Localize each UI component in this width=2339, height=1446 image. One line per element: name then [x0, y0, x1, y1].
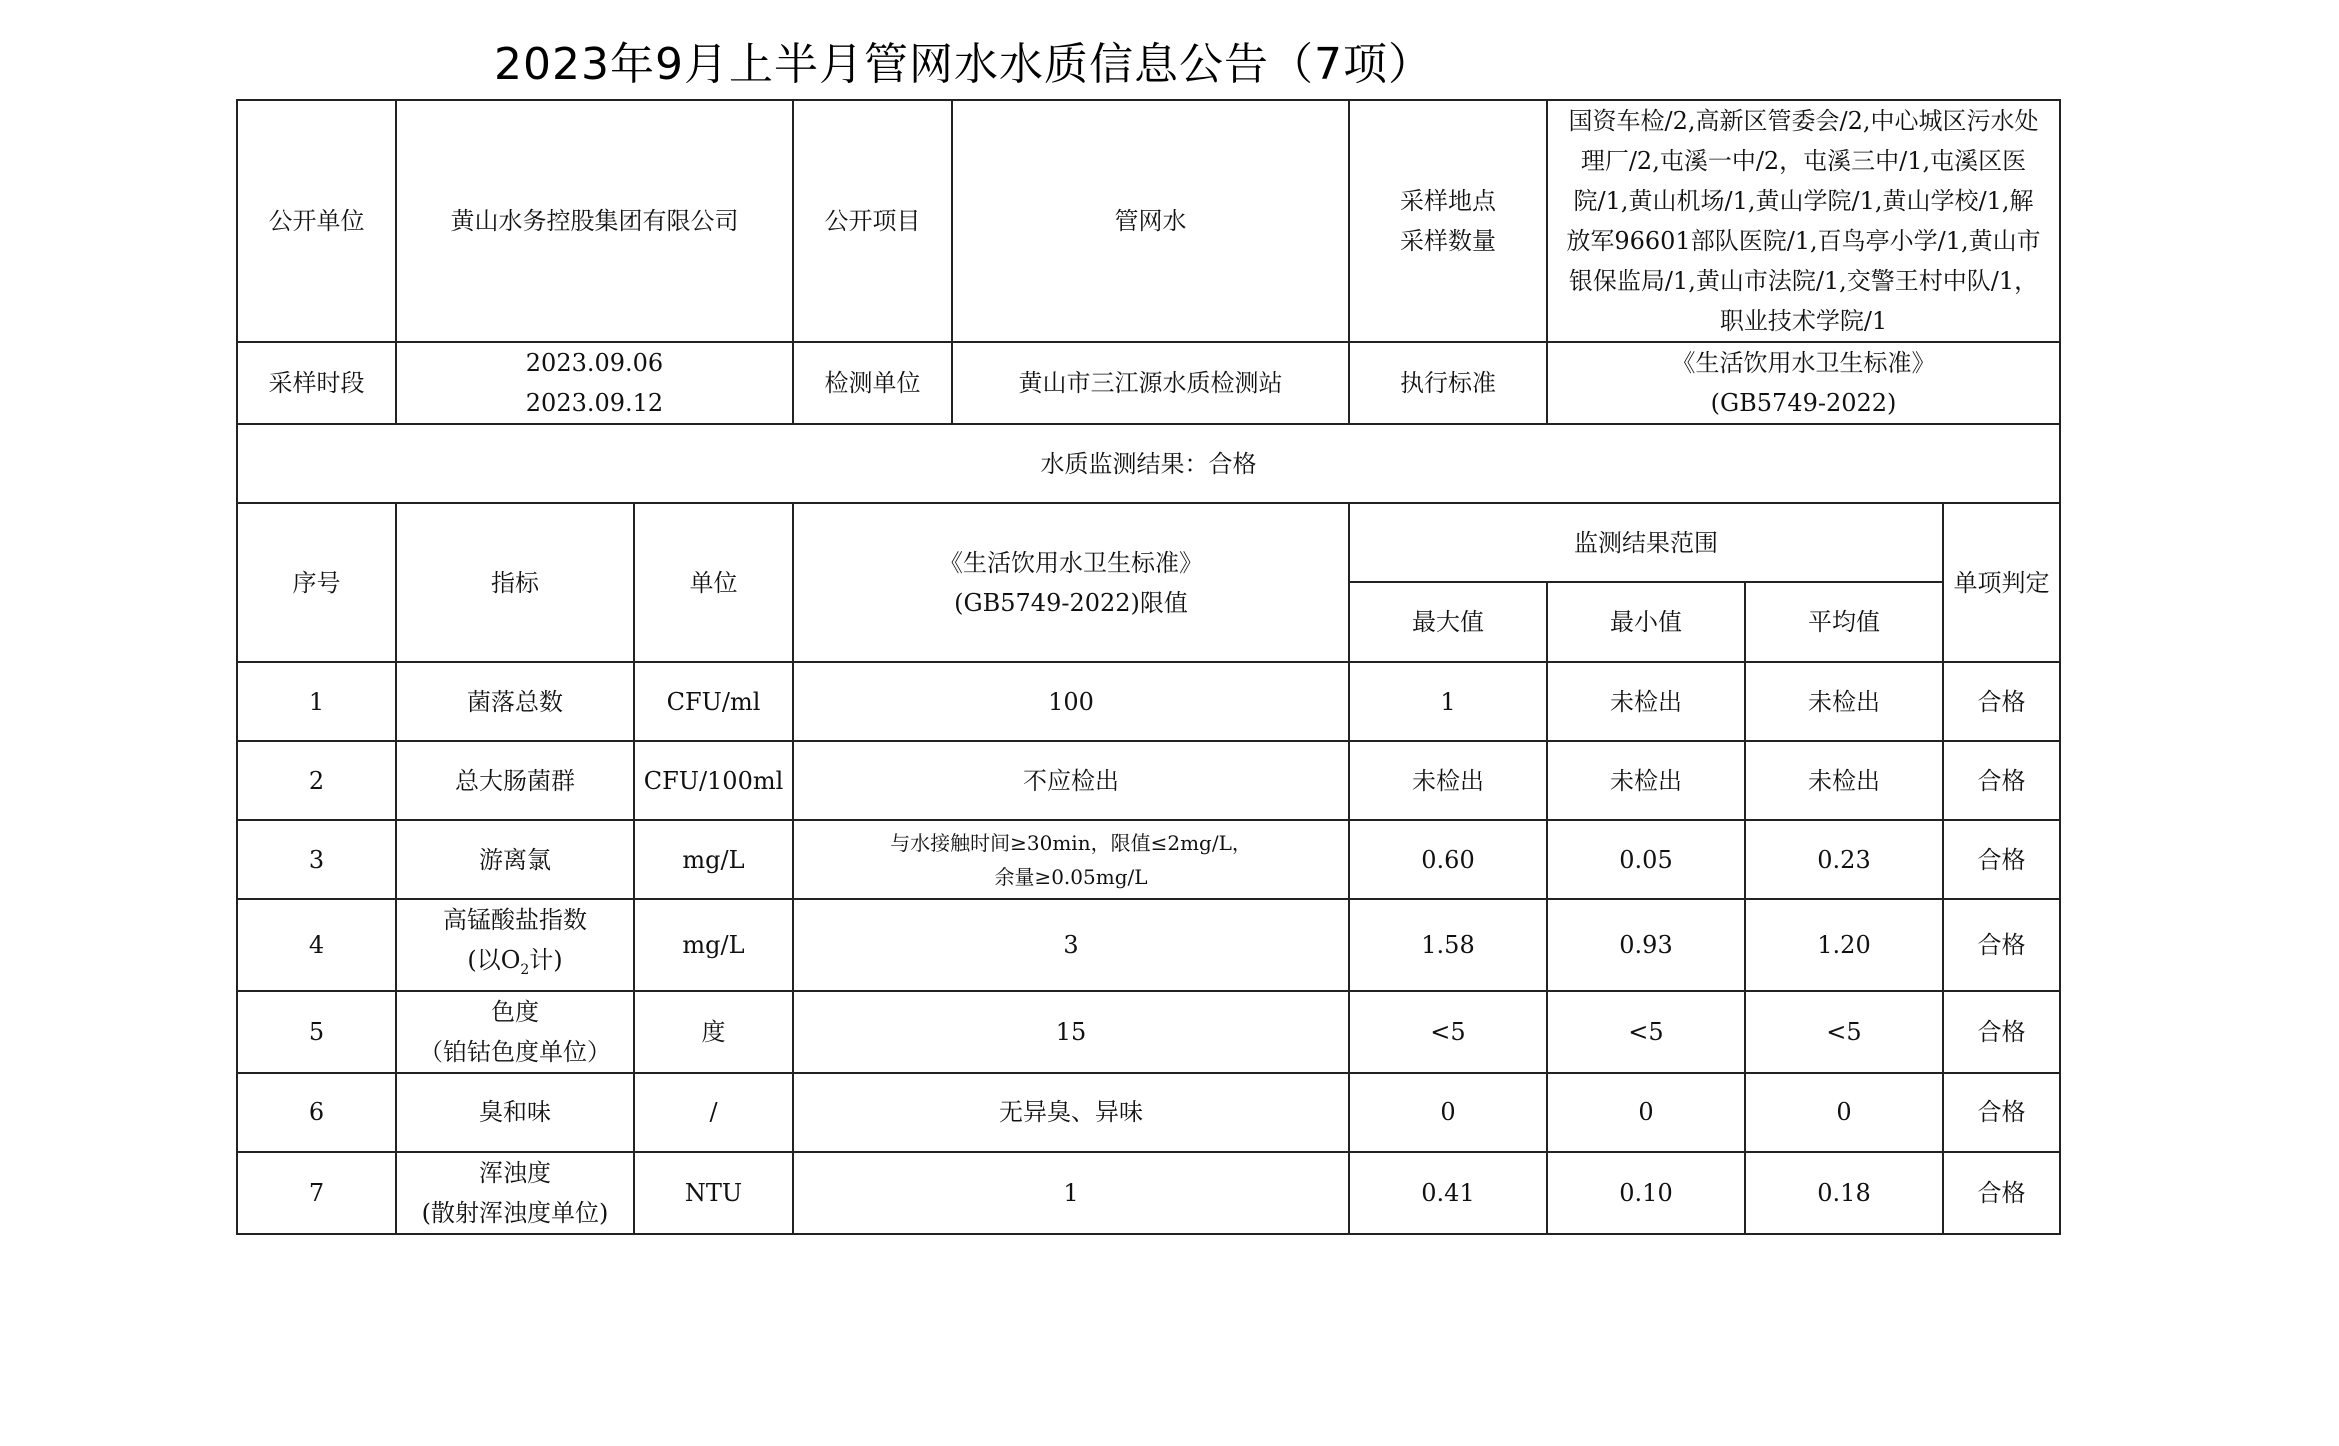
indicator-note-subscript: 2 [520, 961, 530, 978]
row-avg: 1.20 [1745, 899, 1943, 991]
header-row-period [237, 342, 2060, 424]
col-max: 最大值 [1349, 582, 1547, 662]
row-seq: 1 [237, 662, 396, 741]
sample-label-site: 采样地点 [1400, 187, 1496, 215]
indicator-note [403, 1193, 627, 1233]
row-unit: mg/L [634, 820, 793, 899]
row-max: 0 [1349, 1073, 1547, 1152]
row-avg: 0.23 [1745, 820, 1943, 899]
indicator-name: 高锰酸盐指数 [443, 906, 587, 934]
limit-text: 与水接触时间≥30min，限值≤2mg/L， [890, 830, 1252, 855]
limit-text: 无异臭、异味 [999, 1098, 1143, 1127]
row-unit: 度 [634, 991, 793, 1073]
row-limit [793, 991, 1349, 1073]
row-seq: 2 [237, 741, 396, 820]
row-seq: 4 [237, 899, 396, 991]
row-limit [793, 741, 1349, 820]
col-limit-line2: (GB5749-2022)限值 [954, 588, 1188, 617]
table-row [237, 1073, 2060, 1152]
row-unit: / [634, 1073, 793, 1152]
header-row-unit [237, 100, 2060, 342]
row-avg: <5 [1745, 991, 1943, 1073]
indicator-note-text: (散射浑浊度单位) [421, 1198, 609, 1227]
indicator-note-text: （铂钴色度单位） [419, 1037, 611, 1066]
lab-value: 黄山市三江源水质检测站 [952, 342, 1349, 424]
row-seq: 5 [237, 991, 396, 1073]
sample-label [1349, 100, 1547, 342]
limit-text: 3 [1063, 930, 1079, 959]
page-title: 2023年9月上半月管网水水质信息公告（7项） [494, 39, 1433, 90]
row-limit [793, 1073, 1349, 1152]
sample-sites: 国资车检/2,高新区管委会/2,中心城区污水处理厂/2,屯溪一中/2，屯溪三中/1,屯溪区医院/1,黄山机场/1,黄山学院/1,黄山学校/1,解放军96601部队医院/1,百鸟亭小学/1,黄山市银保监局/1,黄山市法院/1,交警王村中队/1，职业技术学院/1 [1547, 100, 2060, 342]
period-start: 2023.09.06 [525, 349, 664, 377]
indicator-name: 菌落总数 [467, 687, 563, 716]
col-limit-line1: 《生活饮用水卫生标准》 [939, 548, 1203, 577]
row-judge: 合格 [1943, 899, 2060, 991]
indicator-name: 总大肠菌群 [455, 766, 575, 795]
col-indicator: 指标 [396, 503, 634, 662]
table-row [237, 820, 2060, 899]
row-indicator [396, 899, 634, 991]
limit-text: 不应检出 [1023, 766, 1119, 795]
row-indicator [396, 1073, 634, 1152]
col-min: 最小值 [1547, 582, 1745, 662]
limit-text-2: 余量≥0.05mg/L [994, 864, 1148, 889]
row-limit [793, 820, 1349, 899]
row-max: 0.41 [1349, 1152, 1547, 1234]
row-limit [793, 1152, 1349, 1234]
row-seq: 3 [237, 820, 396, 899]
limit-text: 15 [1055, 1017, 1087, 1046]
row-unit: CFU/ml [634, 662, 793, 741]
row-judge: 合格 [1943, 1073, 2060, 1152]
col-range: 监测结果范围 [1349, 503, 1943, 582]
water-quality-table [236, 99, 2061, 1235]
std-label: 执行标准 [1349, 342, 1547, 424]
item-value: 管网水 [952, 100, 1349, 342]
unit-value: 黄山水务控股集团有限公司 [396, 100, 793, 342]
table-row [237, 899, 2060, 991]
row-unit: NTU [634, 1152, 793, 1234]
row-avg: 0.18 [1745, 1152, 1943, 1234]
row-judge: 合格 [1943, 1152, 2060, 1234]
row-indicator [396, 1152, 634, 1234]
row-judge: 合格 [1943, 991, 2060, 1073]
indicator-note [403, 1032, 627, 1072]
row-max: 未检出 [1349, 741, 1547, 820]
col-limit [793, 503, 1349, 662]
row-avg: 未检出 [1745, 662, 1943, 741]
col-unit: 单位 [634, 503, 793, 662]
indicator-name: 臭和味 [479, 1098, 551, 1127]
row-max: 1 [1349, 662, 1547, 741]
unit-label: 公开单位 [237, 100, 396, 342]
row-min: 0.10 [1547, 1152, 1745, 1234]
std-value [1547, 342, 2060, 424]
row-unit: CFU/100ml [634, 741, 793, 820]
row-seq: 7 [237, 1152, 396, 1234]
indicator-note [403, 940, 627, 990]
table-row [237, 1152, 2060, 1234]
std-code: (GB5749-2022) [1710, 389, 1897, 417]
column-header-row [237, 503, 2060, 582]
indicator-name: 浑浊度 [479, 1158, 551, 1187]
row-min: 0.05 [1547, 820, 1745, 899]
table-row [237, 991, 2060, 1073]
row-max: 0.60 [1349, 820, 1547, 899]
row-max: <5 [1349, 991, 1547, 1073]
row-limit [793, 662, 1349, 741]
col-judge: 单项判定 [1943, 503, 2060, 662]
row-min: 未检出 [1547, 662, 1745, 741]
row-indicator [396, 820, 634, 899]
period-value [396, 342, 793, 424]
row-min: 0 [1547, 1073, 1745, 1152]
row-min: <5 [1547, 991, 1745, 1073]
row-max: 1.58 [1349, 899, 1547, 991]
row-avg: 0 [1745, 1073, 1943, 1152]
row-seq: 6 [237, 1073, 396, 1152]
row-judge: 合格 [1943, 741, 2060, 820]
row-avg: 未检出 [1745, 741, 1943, 820]
col-seq: 序号 [237, 503, 396, 662]
item-label: 公开项目 [793, 100, 952, 342]
sample-label-count: 采样数量 [1400, 227, 1496, 255]
indicator-note-tail: 计) [529, 946, 563, 974]
row-indicator [396, 662, 634, 741]
row-min: 未检出 [1547, 741, 1745, 820]
row-indicator [396, 741, 634, 820]
indicator-note-text: (以O [467, 946, 521, 974]
result-summary: 水质监测结果：合格 [237, 424, 2060, 503]
result-summary-row [237, 424, 2060, 503]
limit-text: 100 [1048, 687, 1094, 716]
period-end: 2023.09.12 [525, 389, 664, 417]
col-avg: 平均值 [1745, 582, 1943, 662]
row-min: 0.93 [1547, 899, 1745, 991]
row-judge: 合格 [1943, 662, 2060, 741]
row-judge: 合格 [1943, 820, 2060, 899]
period-label: 采样时段 [237, 342, 396, 424]
indicator-name: 色度 [491, 997, 539, 1026]
row-indicator [396, 991, 634, 1073]
std-name: 《生活饮用水卫生标准》 [1671, 349, 1936, 377]
table-row [237, 662, 2060, 741]
row-limit [793, 899, 1349, 991]
table-row [237, 741, 2060, 820]
indicator-name: 游离氯 [479, 845, 551, 874]
limit-text: 1 [1063, 1178, 1079, 1207]
row-unit: mg/L [634, 899, 793, 991]
lab-label: 检测单位 [793, 342, 952, 424]
